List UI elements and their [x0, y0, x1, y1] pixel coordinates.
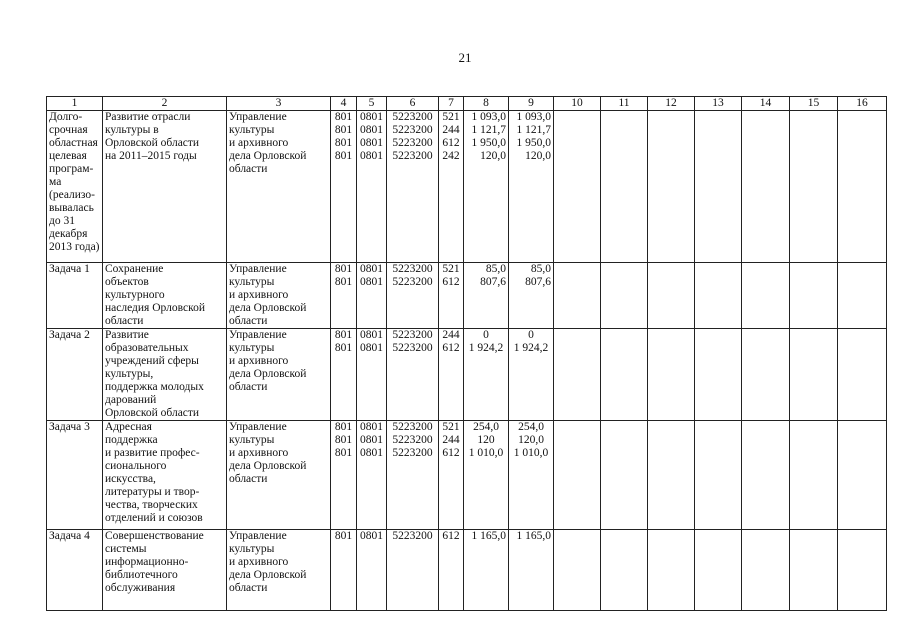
- column-header: 9: [509, 97, 554, 111]
- column-header: 5: [357, 97, 387, 111]
- target-code: 5223200 5223200 5223200: [392, 421, 433, 459]
- empty-cell: [838, 329, 887, 421]
- empty-cell: [695, 263, 742, 329]
- description-text: Развитие отрасли культуры в Орловской области на 2011–2015 годы: [105, 111, 200, 162]
- table-row: [47, 421, 887, 530]
- target-code: 5223200 5223200: [392, 329, 433, 354]
- column-header: 6: [387, 97, 439, 111]
- description-cell: [103, 263, 227, 329]
- amount-cell: [509, 263, 554, 329]
- amount-value: 85,0 807,6: [525, 263, 551, 288]
- ministry-code: 801 801 801 801: [334, 111, 353, 162]
- ministry-code: 801 801 801: [334, 421, 353, 459]
- empty-cell: [838, 263, 887, 329]
- task-cell: [47, 263, 103, 329]
- responsible-text: Управление культуры и архивного дела Орловской области: [229, 111, 307, 175]
- empty-cell: [790, 263, 838, 329]
- table-row: [47, 263, 887, 329]
- page-number: 21: [458, 50, 472, 65]
- empty-cell: [742, 530, 790, 611]
- column-header: 14: [742, 97, 790, 111]
- amount-cell: [509, 329, 554, 421]
- column-header: 13: [695, 97, 742, 111]
- code-cell: [387, 421, 439, 530]
- table-row: [47, 530, 887, 611]
- empty-cell: [601, 329, 648, 421]
- budget-table: [46, 96, 887, 611]
- code-cell: [387, 263, 439, 329]
- code-cell: [387, 530, 439, 611]
- expense-code: 521 612: [442, 263, 460, 288]
- task-label: Задача 2: [49, 329, 90, 341]
- task-label: Задача 1: [49, 263, 90, 275]
- code-cell: [387, 329, 439, 421]
- code-cell: [331, 263, 357, 329]
- code-cell: [439, 263, 464, 329]
- code-cell: [439, 111, 464, 263]
- empty-cell: [790, 111, 838, 263]
- task-label: Задача 3: [49, 421, 90, 433]
- description-text: Совершенствование системы информационно- библиотечного обслуживания: [105, 530, 204, 594]
- code-cell: [331, 329, 357, 421]
- program-label: Долго- срочная областная целевая програм- ма (реализо- вывалась до 31 декабря 2013 года): [49, 111, 100, 253]
- amount-value: 254,0 120,0 1 010,0: [513, 421, 549, 459]
- empty-cell: [554, 421, 601, 530]
- task-cell: [47, 530, 103, 611]
- header-row: [47, 97, 887, 111]
- responsible-cell: [227, 329, 331, 421]
- amount-cell: [464, 530, 509, 611]
- code-cell: [357, 111, 387, 263]
- responsible-cell: [227, 263, 331, 329]
- description-text: Сохранение объектов культурного наследия Орловской области: [105, 263, 205, 327]
- column-header: 4: [331, 97, 357, 111]
- empty-cell: [838, 530, 887, 611]
- amount-value: 1 093,0 1 121,7 1 950,0 120,0: [516, 111, 551, 162]
- section-code: 0801 0801: [360, 329, 383, 354]
- description-text: Развитие образовательных учреждений сферы культуры, поддержка молодых дарований Орловской области: [105, 329, 204, 419]
- empty-cell: [742, 329, 790, 421]
- amount-value: 0 1 924,2: [468, 329, 504, 354]
- responsible-text: Управление культуры и архивного дела Орловской области: [229, 530, 307, 594]
- column-header: 16: [838, 97, 887, 111]
- empty-cell: [554, 530, 601, 611]
- empty-cell: [601, 421, 648, 530]
- empty-cell: [648, 263, 695, 329]
- responsible-text: Управление культуры и архивного дела Орловской области: [229, 421, 307, 485]
- empty-cell: [601, 530, 648, 611]
- empty-cell: [790, 421, 838, 530]
- task-cell: [47, 421, 103, 530]
- code-cell: [357, 530, 387, 611]
- section-code: 0801 0801: [360, 263, 383, 288]
- section-code: 0801 0801 0801: [360, 421, 383, 459]
- target-code: 5223200 5223200 5223200 5223200: [392, 111, 433, 162]
- expense-code: 521 244 612 242: [442, 111, 460, 162]
- ministry-code: 801: [334, 530, 353, 542]
- table-row: [47, 329, 887, 421]
- empty-cell: [742, 263, 790, 329]
- empty-cell: [695, 421, 742, 530]
- empty-cell: [601, 263, 648, 329]
- amount-value: 1 093,0 1 121,7 1 950,0 120,0: [471, 111, 506, 162]
- empty-cell: [790, 329, 838, 421]
- amount-cell: [464, 329, 509, 421]
- amount-cell: [509, 421, 554, 530]
- responsible-cell: [227, 530, 331, 611]
- empty-cell: [601, 111, 648, 263]
- responsible-cell: [227, 421, 331, 530]
- empty-cell: [695, 329, 742, 421]
- description-text: Адресная поддержка и развитие профес- сионального искусства, литературы и твор- чества, творческих отделений и союзов: [105, 421, 203, 524]
- amount-value: 85,0 807,6: [480, 263, 506, 288]
- empty-cell: [695, 530, 742, 611]
- code-cell: [331, 530, 357, 611]
- expense-code: 521 244 612: [442, 421, 460, 459]
- code-cell: [357, 329, 387, 421]
- column-header: 10: [554, 97, 601, 111]
- code-cell: [387, 111, 439, 263]
- column-header: 12: [648, 97, 695, 111]
- responsible-text: Управление культуры и архивного дела Орловской области: [229, 329, 307, 393]
- amount-cell: [464, 263, 509, 329]
- column-header: 3: [227, 97, 331, 111]
- description-cell: [103, 329, 227, 421]
- amount-cell: [509, 111, 554, 263]
- task-label: Задача 4: [49, 530, 90, 542]
- code-cell: [357, 263, 387, 329]
- empty-cell: [742, 111, 790, 263]
- amount-cell: [464, 421, 509, 530]
- table-row: [47, 111, 887, 263]
- expense-code: 612: [442, 530, 460, 542]
- code-cell: [439, 530, 464, 611]
- empty-cell: [648, 530, 695, 611]
- section-code: 0801 0801 0801 0801: [360, 111, 383, 162]
- empty-cell: [838, 111, 887, 263]
- ministry-code: 801 801: [334, 329, 353, 354]
- code-cell: [357, 421, 387, 530]
- responsible-cell: [227, 111, 331, 263]
- column-header: 1: [47, 97, 103, 111]
- target-code: 5223200: [392, 530, 433, 542]
- amount-value: 0 1 924,2: [513, 329, 549, 354]
- description-cell: [103, 111, 227, 263]
- amount-cell: [509, 530, 554, 611]
- description-cell: [103, 421, 227, 530]
- empty-cell: [648, 111, 695, 263]
- amount-cell: [464, 111, 509, 263]
- column-header: 7: [439, 97, 464, 111]
- amount-value: 1 165,0: [516, 530, 551, 542]
- code-cell: [439, 421, 464, 530]
- empty-cell: [742, 421, 790, 530]
- empty-cell: [648, 329, 695, 421]
- description-cell: [103, 530, 227, 611]
- empty-cell: [554, 263, 601, 329]
- responsible-text: Управление культуры и архивного дела Орловской области: [229, 263, 307, 327]
- ministry-code: 801 801: [334, 263, 353, 288]
- code-cell: [331, 111, 357, 263]
- program-cell: [47, 111, 103, 263]
- task-cell: [47, 329, 103, 421]
- empty-cell: [554, 329, 601, 421]
- expense-code: 244 612: [442, 329, 460, 354]
- section-code: 0801: [360, 530, 383, 542]
- column-header: 2: [103, 97, 227, 111]
- code-cell: [439, 329, 464, 421]
- empty-cell: [648, 421, 695, 530]
- empty-cell: [695, 111, 742, 263]
- amount-value: 254,0 120 1 010,0: [468, 421, 504, 459]
- column-header: 11: [601, 97, 648, 111]
- empty-cell: [790, 530, 838, 611]
- amount-value: 1 165,0: [471, 530, 506, 542]
- column-header: 15: [790, 97, 838, 111]
- empty-cell: [554, 111, 601, 263]
- empty-cell: [838, 421, 887, 530]
- code-cell: [331, 421, 357, 530]
- column-header: 8: [464, 97, 509, 111]
- target-code: 5223200 5223200: [392, 263, 433, 288]
